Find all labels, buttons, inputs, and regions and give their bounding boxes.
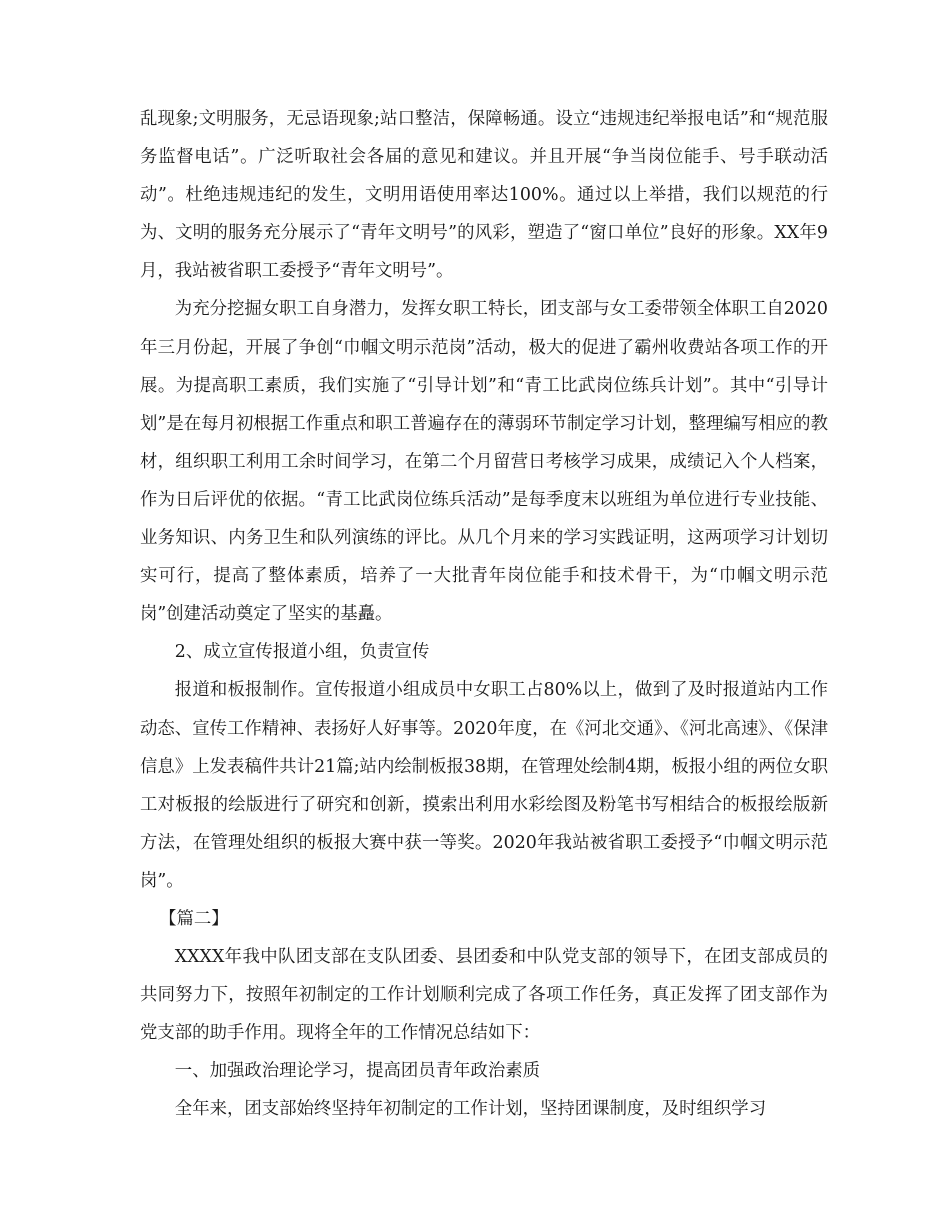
part-two-heading: 【篇二】 [159, 908, 229, 929]
paragraph-women-staff-potential: 为充分挖掘女职工自身潜力，发挥女职工特长，团支部与女工委带领全体职工自2020年三月份起，开展了争创“巾帼文明示范岗”活动，极大的促进了霸州收费站各项工作的开展。为提高职工素质，我们实施了“引导计划”和“青工比武岗位练兵计划”。其中“引导计划”是在每月初根据工作重点和职工普遍存在的薄弱环节制定学习计划，整理编写相应的教材，组织职工利用工余时间学习，在第二个月留营日考核学习成果，成绩记入个人档案，作为日后评优的依据。“青工比武岗位练兵活动”是每季度末以班组为单位进行专业技能、业务知识、内务卫生和队列演练的评比。从几个月来的学习实践证明，这两项学习计划切实可行，提高了整体素质，培养了一大批青年岗位能手和技术骨干，为“巾帼文明示范岗”创建活动奠定了坚实的基矗。 [140, 299, 828, 625]
paragraph-publicity-reporting: 报道和板报制作。宣传报道小组成员中女职工占80%以上，做到了及时报道站内工作动态、宣传工作精神、表扬好人好事等。2020年度，在《河北交通》、《河北高速》、《保津信息》上发表稿件共计21篇;站内绘制板报38期，在管理处绘制4期，板报小组的两位女职工对板报的绘版进行了研究和创新，摸索出利用水彩绘图及粉笔书写相结合的板报绘版新方法，在管理处组织的板报大赛中获一等奖。2020年我站被省职工委授予“巾帼文明示范岗”。 [140, 680, 828, 891]
paragraph-continuation: 乱现象;文明服务，无忌语现象;站口整洁，保障畅通。设立“违规违纪举报电话”和“规范服务监督电话”。广泛听取社会各届的意见和建议。并且开展“争当岗位能手、号手联动活动”。杜绝违规违纪的发生，文明用语使用率达100%。通过以上举措，我们以规范的行为、文明的服务充分展示了“青年文明号”的风彩，塑造了“窗口单位”良好的形象。XX年9月，我站被省职工委授予“青年文明号”。 [140, 109, 828, 282]
section-heading-publicity-group: 2、成立宣传报道小组，负责宣传 [174, 642, 430, 663]
paragraph-annual-summary-intro: XXXX年我中队团支部在支队团委、县团委和中队党支部的领导下，在团支部成员的共同努力下，按照年初制定的工作计划顺利完成了各项工作任务，真正发挥了团支部作为党支部的助手作用。现将全年的工作情况总结如下： [140, 947, 828, 1044]
document-body [140, 100, 828, 1129]
section-heading-political-study: 一、加强政治理论学习，提高团员青年政治素质 [174, 1061, 541, 1082]
paragraph-political-study: 全年来，团支部始终坚持年初制定的工作计划，坚持团课制度，及时组织学习 [174, 1099, 767, 1120]
